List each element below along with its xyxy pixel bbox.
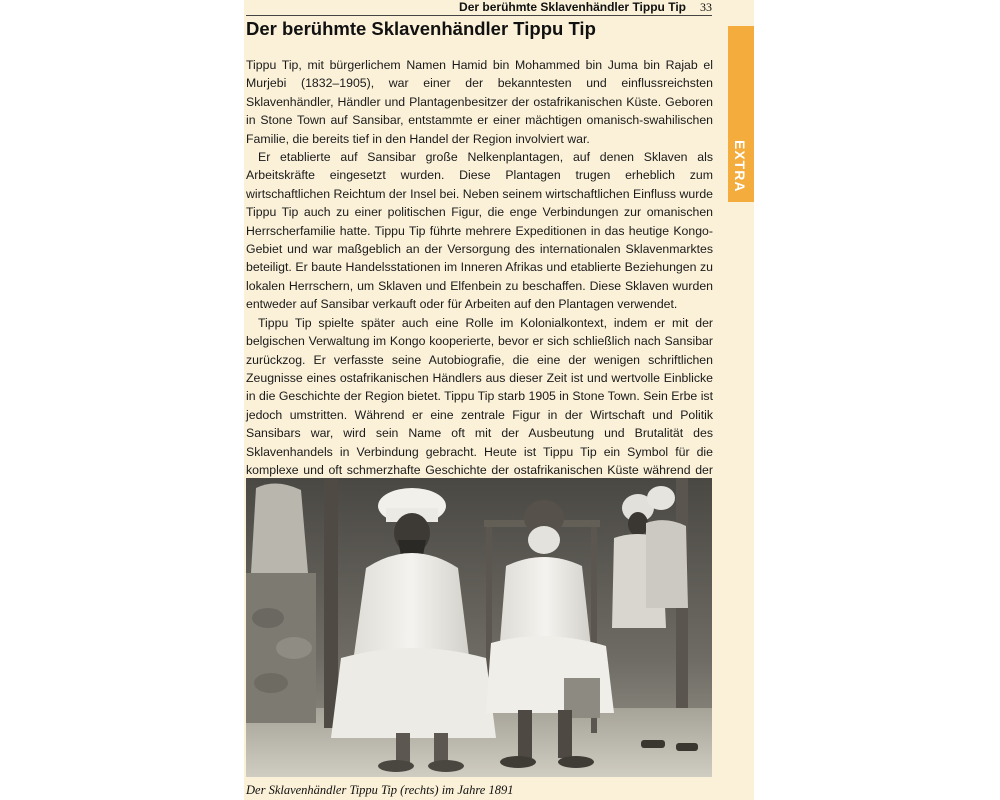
running-header-title: Der berühmte Sklavenhändler Tippu Tip: [459, 0, 686, 14]
photo-illustration: [246, 478, 712, 777]
paragraph-2: Er etablierte auf Sansibar große Nelkenplantagen, auf denen Sklaven als Arbeitskräfte eingesetzt wurden. Diese Plantagen trugen erheblich zum wirtschaftlichen Reichtum der Insel bei. Neben seinem wirtschaftlichen Einfluss wurde Tippu Tip auch zu einer politischen Figur, die enge Verbindungen zur omanischen Herrscherfamilie hatte. Tippu Tip führte mehrere Expeditionen in das heutige Kongo-Gebiet und war maßgeblich an der Versorgung des internationalen Sklavenmarktes beteiligt. Er baute Handelsstationen im Inneren Afrikas und etablierte Beziehungen zu lokalen Herrschern, um Sklaven und Elfenbein zu beschaffen. Diese Sklaven wurden entweder auf Sansibar verkauft oder für Arbeiten auf den Plantagen verwendet.: [246, 150, 713, 312]
article-title: Der berühmte Sklavenhändler Tippu Tip: [246, 18, 596, 39]
historical-photo: [246, 478, 712, 777]
paragraph-1: Tippu Tip, mit bürgerlichem Namen Hamid bin Mohammed bin Juma bin Rajab el Murjebi (1832–1905), war einer der bekanntesten und einflussreichsten Sklavenhändler, Händler und Plantagenbesitzer der ostafrikanischen Küste. Geboren in Stone Town auf Sansibar, entstammte er einer mächtigen omanisch-swahilischen Familie, die bereits tief in den Handel der Region involviert war.: [246, 58, 713, 146]
section-tab-label: EXTRA: [732, 140, 748, 193]
photo-caption: Der Sklavenhändler Tippu Tip (rechts) im Jahre 1891: [246, 783, 514, 797]
paragraph-3: Tippu Tip spielte später auch eine Rolle im Kolonialkontext, indem er mit der belgischen Verwaltung im Kongo kooperierte, bevor er sich schließlich nach Sansibar zurückzog. Er verfasste seine Autobiografie, die eine der wenigen schriftlichen Zeugnisse eines ostafrikanischen Händlers aus dieser Zeit ist und wertvolle Einblicke in die Geschichte der Region bietet. Tippu Tip starb 1905 in Stone Town. Sein Erbe ist jedoch umstritten. Während er eine zentrale Figur in der Wirtschaft und Politik Sansibars war, wird sein Name oft mit der Ausbeutung und Brutalität des Sklavenhandels in Verbindung gebracht. Heute ist Tippu Tip ein Symbol für die komplexe und oft schmerzhafte Geschichte der ostafrikanischen Küste während der: [246, 315, 713, 477]
running-header: [246, 0, 712, 16]
article-body: [246, 56, 713, 498]
page-number: 33: [700, 0, 712, 14]
